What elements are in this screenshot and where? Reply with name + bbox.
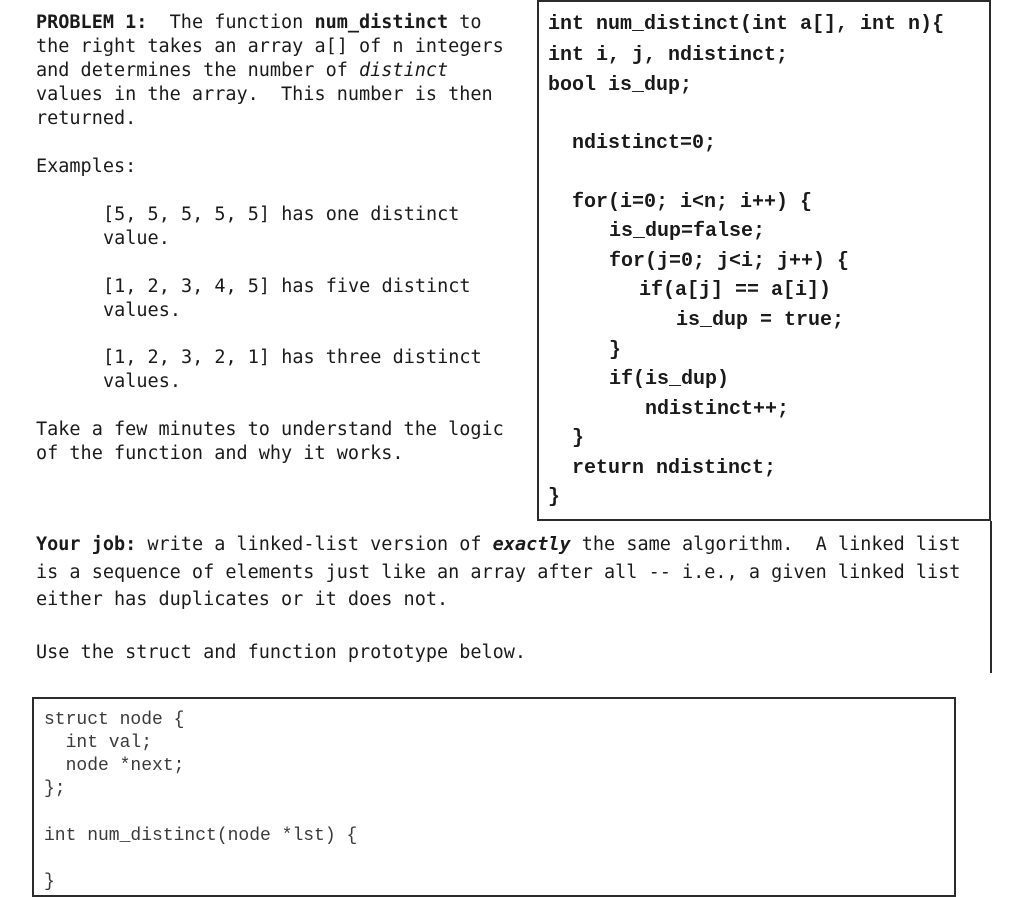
function-name: num_distinct xyxy=(314,12,449,33)
code-line: ndistinct=0; xyxy=(572,132,717,155)
struct-line: node *next; xyxy=(44,756,185,776)
right-divider xyxy=(990,521,992,673)
struct-line: int val; xyxy=(44,733,153,753)
code-line: if(a[j] == a[i]) xyxy=(639,279,832,302)
example-3 xyxy=(103,346,482,394)
code-line: for(j=0; j<i; j++) { xyxy=(609,250,850,273)
problem-line1-end: to xyxy=(448,12,482,33)
example-1-line1: [5, 5, 5, 5, 5] has one distinct xyxy=(103,204,460,225)
code-line: } xyxy=(548,486,561,509)
example-1-line2: value. xyxy=(103,228,170,249)
example-2-line2: values. xyxy=(103,300,181,321)
job-line3: either has duplicates or it does not. xyxy=(36,589,449,610)
problem-label: PROBLEM 1: xyxy=(36,12,148,33)
example-2-line1: [1, 2, 3, 4, 5] has five distinct xyxy=(103,276,471,297)
code-line: return ndistinct; xyxy=(572,457,777,480)
struct-code-box xyxy=(32,697,956,897)
code-line: is_dup=false; xyxy=(609,220,766,243)
code-line: int i, j, ndistinct; xyxy=(548,44,789,67)
code-line: ndistinct++; xyxy=(645,398,790,421)
takeaway-line2: of the function and why it works. xyxy=(36,443,404,464)
job-line1-b: the same algorithm. A linked list xyxy=(570,534,961,555)
struct-line: int num_distinct(node *lst) { xyxy=(44,826,358,846)
job-line1-a: write a linked-list version of xyxy=(136,534,493,555)
exactly-word: exactly xyxy=(492,534,571,555)
takeaway-line1: Take a few minutes to understand the logic xyxy=(36,419,504,440)
problem-statement xyxy=(36,11,504,131)
array-code-box xyxy=(537,0,991,521)
job-text xyxy=(36,531,960,614)
problem-line2: the right takes an array a[] of n integers xyxy=(36,36,504,57)
example-2 xyxy=(103,275,471,323)
job-line2: is a sequence of elements just like an array after all -- i.e., a given linked list xyxy=(36,561,961,583)
example-3-line2: values. xyxy=(103,371,181,392)
struct-line: }; xyxy=(44,779,66,799)
code-line: for(i=0; i<n; i++) { xyxy=(572,191,813,214)
code-line: int num_distinct(int a[], int n){ xyxy=(548,13,945,36)
distinct-word: distinct xyxy=(359,60,449,81)
takeaway-text xyxy=(36,418,504,466)
use-instructions: Use the struct and function prototype below. xyxy=(36,642,527,663)
struct-line: struct node { xyxy=(44,710,185,730)
code-line: if(is_dup) xyxy=(609,368,730,391)
problem-line4: values in the array. This number is then xyxy=(36,84,493,105)
example-1 xyxy=(103,203,459,251)
code-line: } xyxy=(609,339,622,362)
job-label: Your job: xyxy=(36,534,137,555)
examples-label: Examples: xyxy=(36,156,137,177)
problem-line5: returned. xyxy=(36,108,137,129)
code-line: is_dup = true; xyxy=(676,309,845,332)
struct-line: } xyxy=(44,872,55,892)
code-line: bool is_dup; xyxy=(548,74,693,97)
problem-intro: The function xyxy=(147,12,315,33)
problem-line3: and determines the number of xyxy=(36,60,360,81)
code-line: } xyxy=(572,427,585,450)
example-3-line1: [1, 2, 3, 2, 1] has three distinct xyxy=(103,347,482,368)
